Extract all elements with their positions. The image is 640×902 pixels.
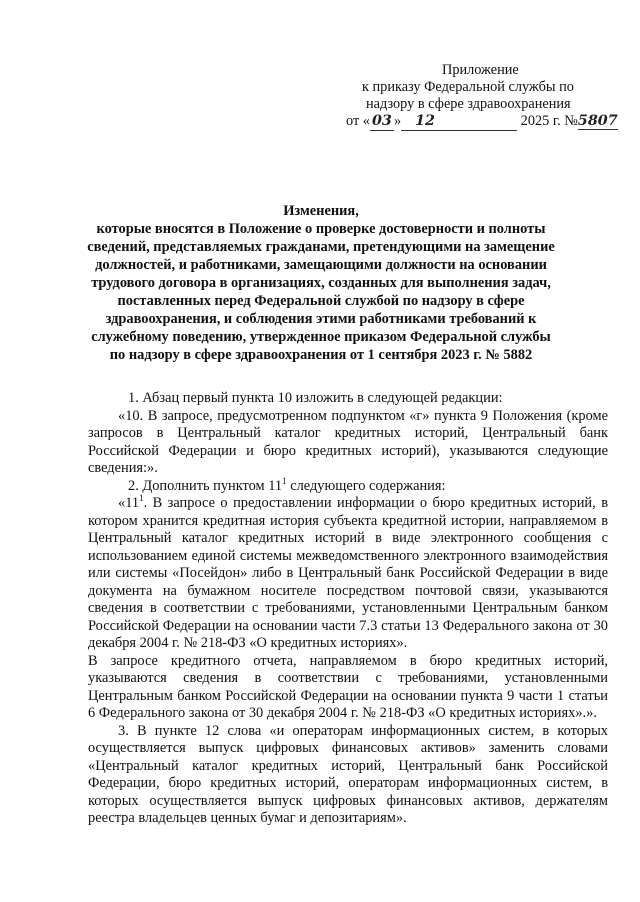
day-field [370, 113, 394, 131]
day-close-quote: » [393, 113, 402, 129]
paragraph-5: В запросе кредитного отчета, направляемом в бюро кредитных историй, указываются сведения в соответствии с требованиями, установленными Центральным банком Российской Федерации на основании пункта 9 части 1 статьи 6 Федерального закона от 30 декабря 2004 г. № 218-ФЗ «О кредитных историях».». [88, 652, 608, 721]
order-reference-line: к приказу Федеральной службы по [362, 79, 574, 95]
title-heading: Изменения, [283, 203, 359, 219]
title-text: которые вносятся в Положение о проверке достоверности и полноты сведений, представляемых гражданами, претендующими на замещение должностей, и работниками, замещающими должности на основании трудового договора в организациях, созданных для выполнения задач, поставленных перед Федеральной службой по надзору в сфере здравоохранения, и соблюдения этими работниками требований к служебному поведению, утвержденное приказом Федеральной службы по надзору в сфере здравоохранения от 1 сентября 2023 г. № 5882 [87, 221, 555, 363]
order-date-number-line [330, 113, 630, 131]
document-body [88, 390, 608, 828]
handwritten-day: 03 [371, 113, 392, 129]
paragraph-3: 2. Дополнить пунктом $11^1$ следующего содержания: [128, 475, 446, 494]
paragraph-6: 3. В пункте 12 слова «и операторам информационных систем, в которых осуществляется выпуск цифровых финансовых активов» заменить словами «Центральный каталог кредитных историй, Центральный банк Российской Федерации, бюро кредитных историй, операторам информационных систем, в которых осуществляется выпуск цифровых финансовых активов, держателям реестра владельцев ценных бумаг и депозитариям». [88, 722, 608, 826]
superscript: 1 [139, 493, 144, 504]
appendix-header [330, 62, 630, 131]
agency-line: надзору в сфере здравоохранения [366, 96, 571, 112]
year-number-text: 2025 г. № [520, 113, 578, 129]
handwritten-order-number: 5807 [577, 113, 618, 129]
document-title [86, 202, 556, 364]
handwritten-month: 12 [415, 113, 435, 129]
superscript: 1 [282, 475, 287, 486]
paragraph-2: «10. В запросе, предусмотренном подпунктом «г» пункта 9 Положения (кроме запросов в Центральный каталог кредитных историй, Центральный банк Российской Федерации и бюро кредитных историй), указываются следующие сведения:». [88, 407, 608, 476]
appendix-label: Приложение [442, 62, 519, 78]
paragraph-4: «$11^1$. В запросе о предоставлении информации о бюро кредитных историй, в котором хранится кредитная история субъекта кредитной истории, направляемом в Центральный каталог кредитных историй в виде электронного сообщения с использованием единой системы межведомственного электронного взаимодействия или системы «Посейдон» либо в Центральный банк Российской Федерации в виде документа на бумажном носителе посредством почтовой связи, указываются сведения в соответствии с требованиями, установленными Центральным банком Российской Федерации на основании части 7.3 статьи 13 Федерального закона от 30 декабря 2004 г. № 218-ФЗ «О кредитных историях». [88, 493, 608, 651]
paragraph-1: 1. Абзац первый пункта 10 изложить в следующей редакции: [128, 390, 503, 406]
month-field [401, 113, 517, 131]
date-prefix: от « [346, 113, 370, 129]
